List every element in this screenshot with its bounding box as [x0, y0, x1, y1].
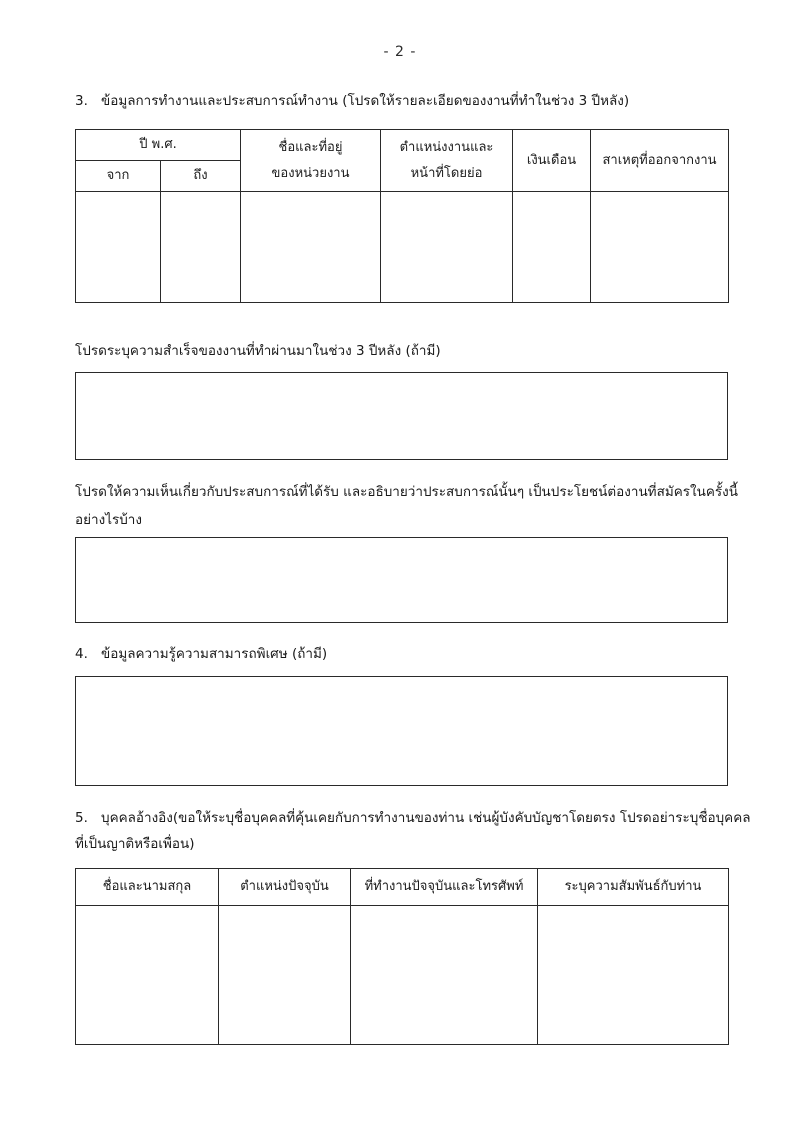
cell-relationship[interactable] [538, 906, 729, 1045]
section-3-number: 3. [75, 93, 88, 109]
work-experience-table [75, 129, 729, 303]
column-header-year-group: ปี พ.ศ. [76, 130, 241, 161]
experience-opinion-prompt-line2: อย่างไรบ้าง [75, 512, 142, 528]
column-header-organization-line2: ของหน่วยงาน [271, 165, 350, 181]
cell-organization[interactable] [241, 192, 381, 303]
section-4-number: 4. [75, 646, 88, 662]
column-header-position [381, 130, 513, 192]
page-number: - 2 - [383, 44, 417, 60]
cell-year-from[interactable] [76, 192, 161, 303]
column-header-year-from: จาก [76, 161, 161, 192]
section-5-title-line1 [75, 805, 751, 831]
achievements-answer-box[interactable] [75, 372, 728, 460]
experience-opinion-prompt-line1: โปรดให้ความเห็นเกี่ยวกับประสบการณ์ที่ได้รับ และอธิบายว่าประสบการณ์นั้นๆ เป็นประโยชน์ต่องานที่สมัครในครั้งนี้ [75, 484, 738, 500]
references-table [75, 868, 729, 1045]
cell-reason[interactable] [591, 192, 729, 303]
table-header-row-1 [76, 130, 729, 161]
special-skills-answer-box[interactable] [75, 676, 728, 786]
section-5-number: 5. [75, 810, 88, 826]
column-header-relationship: ระบุความสัมพันธ์กับท่าน [538, 869, 729, 906]
cell-full-name[interactable] [76, 906, 219, 1045]
cell-workplace-phone[interactable] [351, 906, 538, 1045]
column-header-current-position: ตำแหน่งปัจจุบัน [219, 869, 351, 906]
table-row[interactable] [76, 906, 729, 1045]
section-5-title-text: บุคคลอ้างอิง(ขอให้ระบุชื่อบุคคลที่คุ้นเคยกับการทำงานของท่าน เช่นผู้บังคับบัญชาโดยตรง โปรดอย่าระบุชื่อบุคคล [101, 810, 751, 826]
column-header-position-line1: ตำแหน่งงานและ [399, 139, 494, 155]
section-4-title: ข้อมูลความรู้ความสามารถพิเศษ (ถ้ามี) [101, 646, 328, 662]
column-header-organization-line1: ชื่อและที่อยู่ [278, 139, 343, 155]
cell-position[interactable] [381, 192, 513, 303]
column-header-full-name: ชื่อและนามสกุล [76, 869, 219, 906]
section-4-heading [75, 641, 327, 667]
column-header-reason: สาเหตุที่ออกจากงาน [591, 130, 729, 192]
experience-opinion-prompt [75, 478, 765, 534]
table-row[interactable] [76, 192, 729, 303]
section-5-title-line2: ที่เป็นญาติหรือเพื่อน) [75, 836, 195, 852]
achievements-prompt: โปรดระบุความสำเร็จของงานที่ทำผ่านมาในช่วง 3 ปีหลัง (ถ้ามี) [75, 343, 441, 359]
column-header-year-to: ถึง [161, 161, 241, 192]
column-header-organization [241, 130, 381, 192]
column-header-workplace-phone: ที่ทำงานปัจจุบันและโทรศัพท์ [351, 869, 538, 906]
section-3-heading [75, 88, 629, 114]
table-header-row [76, 869, 729, 906]
column-header-salary: เงินเดือน [513, 130, 591, 192]
section-5-heading [75, 805, 751, 857]
experience-opinion-answer-box[interactable] [75, 537, 728, 623]
cell-year-to[interactable] [161, 192, 241, 303]
cell-salary[interactable] [513, 192, 591, 303]
section-3-title: ข้อมูลการทำงานและประสบการณ์ทำงาน (โปรดให้รายละเอียดของงานที่ทำในช่วง 3 ปีหลัง) [101, 93, 630, 109]
column-header-position-line2: หน้าที่โดยย่อ [410, 165, 483, 181]
cell-current-position[interactable] [219, 906, 351, 1045]
